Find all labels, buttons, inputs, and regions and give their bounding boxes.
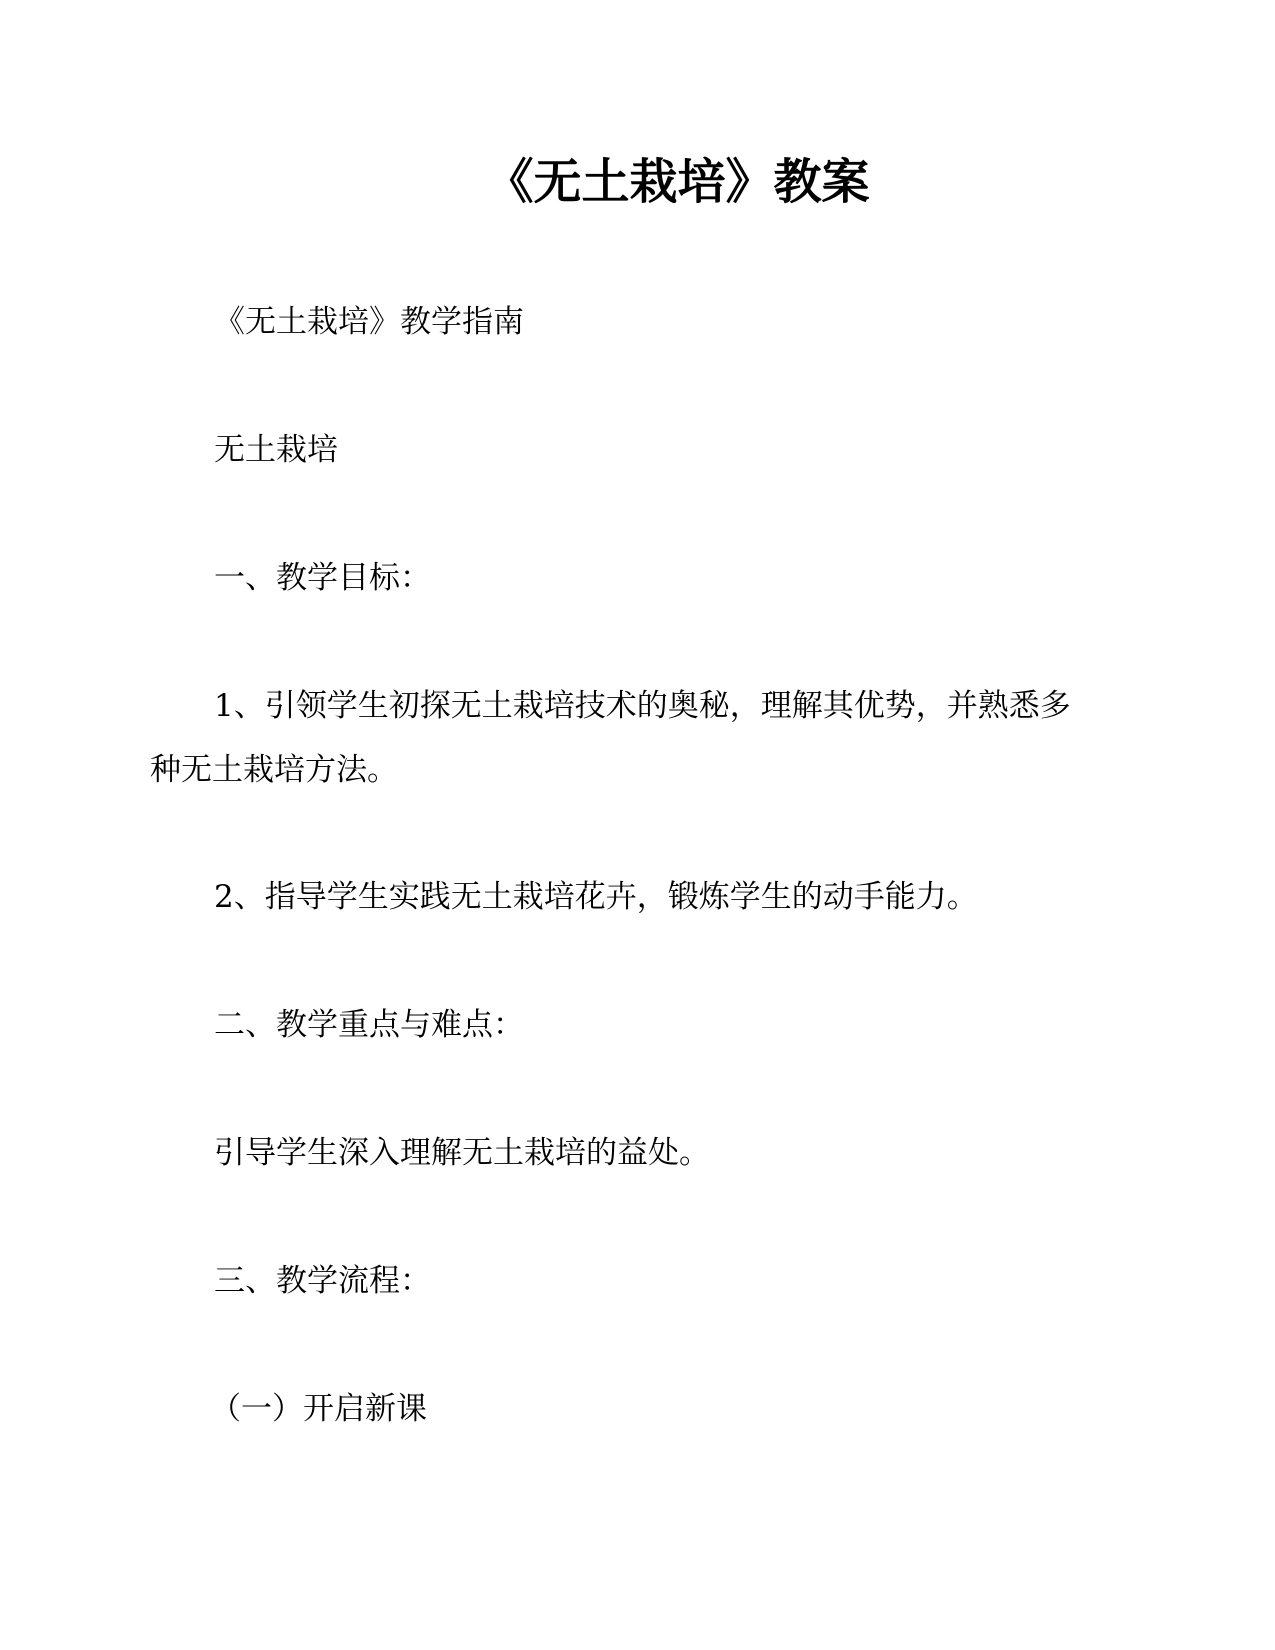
topic-heading: 无土栽培: [214, 432, 338, 468]
guide-heading: 《无土栽培》教学指南: [214, 304, 524, 340]
process-heading: 三、教学流程：: [214, 1263, 431, 1299]
objective-1-paragraph: 1、引领学生初探无土栽培技术的奥秘，理解其优势，并熟悉多种无土栽培方法。: [150, 688, 1071, 788]
key-points-paragraph: 引导学生深入理解无土栽培的益处。: [214, 1135, 710, 1171]
key-points-heading: 二、教学重点与难点：: [214, 1007, 524, 1043]
document-title: 《无土栽培》教案: [485, 154, 870, 210]
process-step-1-heading: （一）开启新课: [210, 1391, 427, 1427]
objective-2-paragraph: 2、指导学生实践无土栽培花卉，锻炼学生的动手能力。: [214, 879, 978, 915]
objectives-heading: 一、教学目标：: [214, 560, 431, 596]
